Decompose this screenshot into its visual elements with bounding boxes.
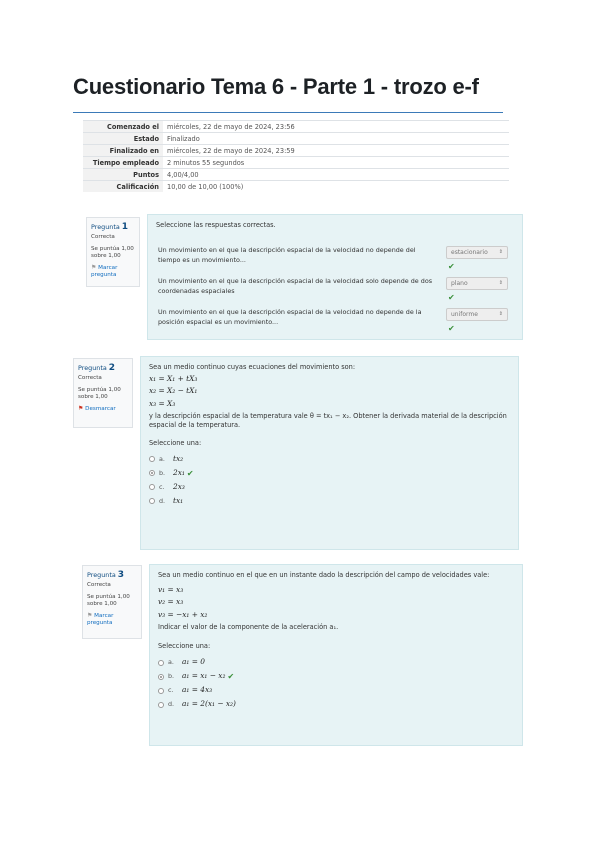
option-value: a₁ = 2(x₁ − x₂) [182,699,236,709]
equation: v₁ = x₃ [158,584,184,594]
option-letter: d. [168,700,175,709]
question-num: 1 [121,222,129,232]
equation: x₂ = X₂ − tX₁ [149,386,198,396]
question-grade: Se puntúa 1,00 sobre 1,00 [78,386,121,401]
match-row [158,246,508,271]
question-number [78,362,128,374]
answer-option[interactable] [158,698,514,712]
answer-option[interactable] [149,494,510,508]
option-letter: a. [159,454,165,463]
option-value: a₁ = x₁ − x₂ [182,671,226,681]
radio-button[interactable] [149,484,155,490]
select-value: uniforme [451,311,478,318]
option-value: 2x₃ [173,482,185,492]
radio-button[interactable] [158,660,164,666]
radio-button[interactable] [149,498,155,504]
summary-value: miércoles, 22 de mayo de 2024, 23:59 [163,145,509,157]
flag-label: Marcar pregunta [87,612,114,627]
question-1-content [147,214,523,340]
answer-option[interactable] [149,480,510,494]
check-icon: ✔ [448,324,455,333]
question-num: 3 [117,570,125,580]
option-value: tx₁ [173,496,184,506]
match-text: Un movimiento en el que la descripción espacial de la velocidad no depende de la posición espacial es un movimiento... [158,308,422,326]
chevron-updown-icon: ⇕ [498,311,503,317]
check-icon: ✔ [448,293,455,302]
check-icon: ✔ [448,262,455,271]
option-letter: c. [168,686,174,695]
question-text: y la descripción espacial de la temperatura vale θ = tx₁ − x₂. Obtener la derivada material de la descripción espacial de la temperatura. [149,411,507,430]
flag-question-link[interactable] [91,264,135,280]
unflag-question-link[interactable] [78,405,128,414]
question-label: Pregunta [87,571,116,579]
chevron-updown-icon: ⇕ [498,280,503,286]
summary-key: Finalizado en [83,145,163,157]
question-label: Pregunta [91,223,120,231]
option-letter: a. [168,658,174,667]
summary-row [83,121,509,133]
summary-value: Finalizado [163,133,509,145]
question-intro: Sea un medio continuo cuyas ecuaciones del movimiento son: [149,363,356,371]
check-icon: ✔ [227,672,235,682]
summary-value: miércoles, 22 de mayo de 2024, 23:56 [163,121,509,133]
radio-button[interactable] [158,674,164,680]
summary-value: 2 minutos 55 segundos [163,157,509,169]
summary-key: Calificación [83,181,163,193]
flag-question-link[interactable] [87,612,137,628]
question-grade: Se puntúa 1,00 sobre 1,00 [87,593,130,608]
summary-key: Estado [83,133,163,145]
title-divider [73,112,503,113]
answer-option[interactable] [149,452,510,466]
flag-icon: ⚑ [87,611,93,619]
summary-row [83,157,509,169]
option-value: a₁ = 4x₃ [182,685,213,695]
select-label: Seleccione una: [158,642,211,651]
equation: v₃ = −x₁ + x₂ [158,610,208,620]
select-value: plano [451,280,468,287]
match-select[interactable] [446,277,508,290]
question-3-content [149,564,523,746]
flag-label: Marcar pregunta [91,264,118,279]
summary-key: Tiempo empleado [83,157,163,169]
question-text: Indicar el valor de la componente de la aceleración a₁. [158,622,339,631]
radio-button[interactable] [149,456,155,462]
question-number [87,569,137,581]
equation: x₁ = X₁ + tX₃ [149,373,198,383]
summary-row [83,145,509,157]
option-value: tx₂ [173,454,184,464]
match-select[interactable] [446,308,508,321]
select-label: Seleccione una: [149,438,202,447]
answer-option[interactable] [149,466,510,480]
match-row [158,277,508,302]
question-2-content [140,356,519,550]
option-letter: b. [159,468,166,477]
radio-button[interactable] [158,702,164,708]
option-value: 2x₁ [173,468,185,478]
summary-key: Comenzado el [83,121,163,133]
question-prompt: Seleccione las respuestas correctas. [156,221,276,229]
page-title: Cuestionario Tema 6 - Parte 1 - trozo e-f [73,74,479,99]
question-state: Correcta [78,375,102,382]
answer-option[interactable] [158,684,514,698]
option-letter: d. [159,496,166,505]
question-2-info [73,358,133,428]
equation: x₃ = X₃ [149,399,176,409]
answer-option[interactable] [158,656,514,670]
match-text: Un movimiento en el que la descripción espacial de la velocidad no depende del tiempo es un movimiento... [158,246,416,264]
question-intro: Sea un medio continuo en el que en un instante dado la descripción del campo de velocidades vale: [158,571,490,579]
check-icon: ✔ [186,468,194,478]
option-letter: c. [159,482,165,491]
answer-option[interactable] [158,670,514,684]
radio-button[interactable] [149,470,155,476]
answer-options [158,656,514,712]
question-state: Correcta [87,582,111,589]
match-row [158,308,508,333]
flag-icon: ⚑ [78,404,84,412]
question-1-info [86,217,140,287]
attempt-summary-table [83,120,509,192]
match-text: Un movimiento en el que la descripción espacial de la velocidad solo depende de dos coordenadas espaciales [158,277,433,295]
match-select[interactable] [446,246,508,259]
equation: v₂ = x₃ [158,597,184,607]
question-num: 2 [108,363,116,373]
summary-row [83,181,509,193]
summary-row [83,133,509,145]
question-number [91,221,135,233]
option-value: a₁ = 0 [182,657,205,667]
question-grade: Se puntúa 1,00 sobre 1,00 [91,245,134,260]
question-3-info [82,565,142,639]
select-value: estacionario [451,249,488,256]
summary-key: Puntos [83,169,163,181]
summary-value: 10,00 de 10,00 (100%) [163,181,509,193]
summary-value: 4,00/4,00 [163,169,509,181]
chevron-updown-icon: ⇕ [498,249,503,255]
question-state: Correcta [91,234,115,241]
question-label: Pregunta [78,364,107,372]
summary-row [83,169,509,181]
radio-button[interactable] [158,688,164,694]
flag-label: Desmarcar [85,405,116,412]
flag-icon: ⚑ [91,263,97,271]
answer-options [149,452,510,508]
option-letter: b. [168,672,175,681]
